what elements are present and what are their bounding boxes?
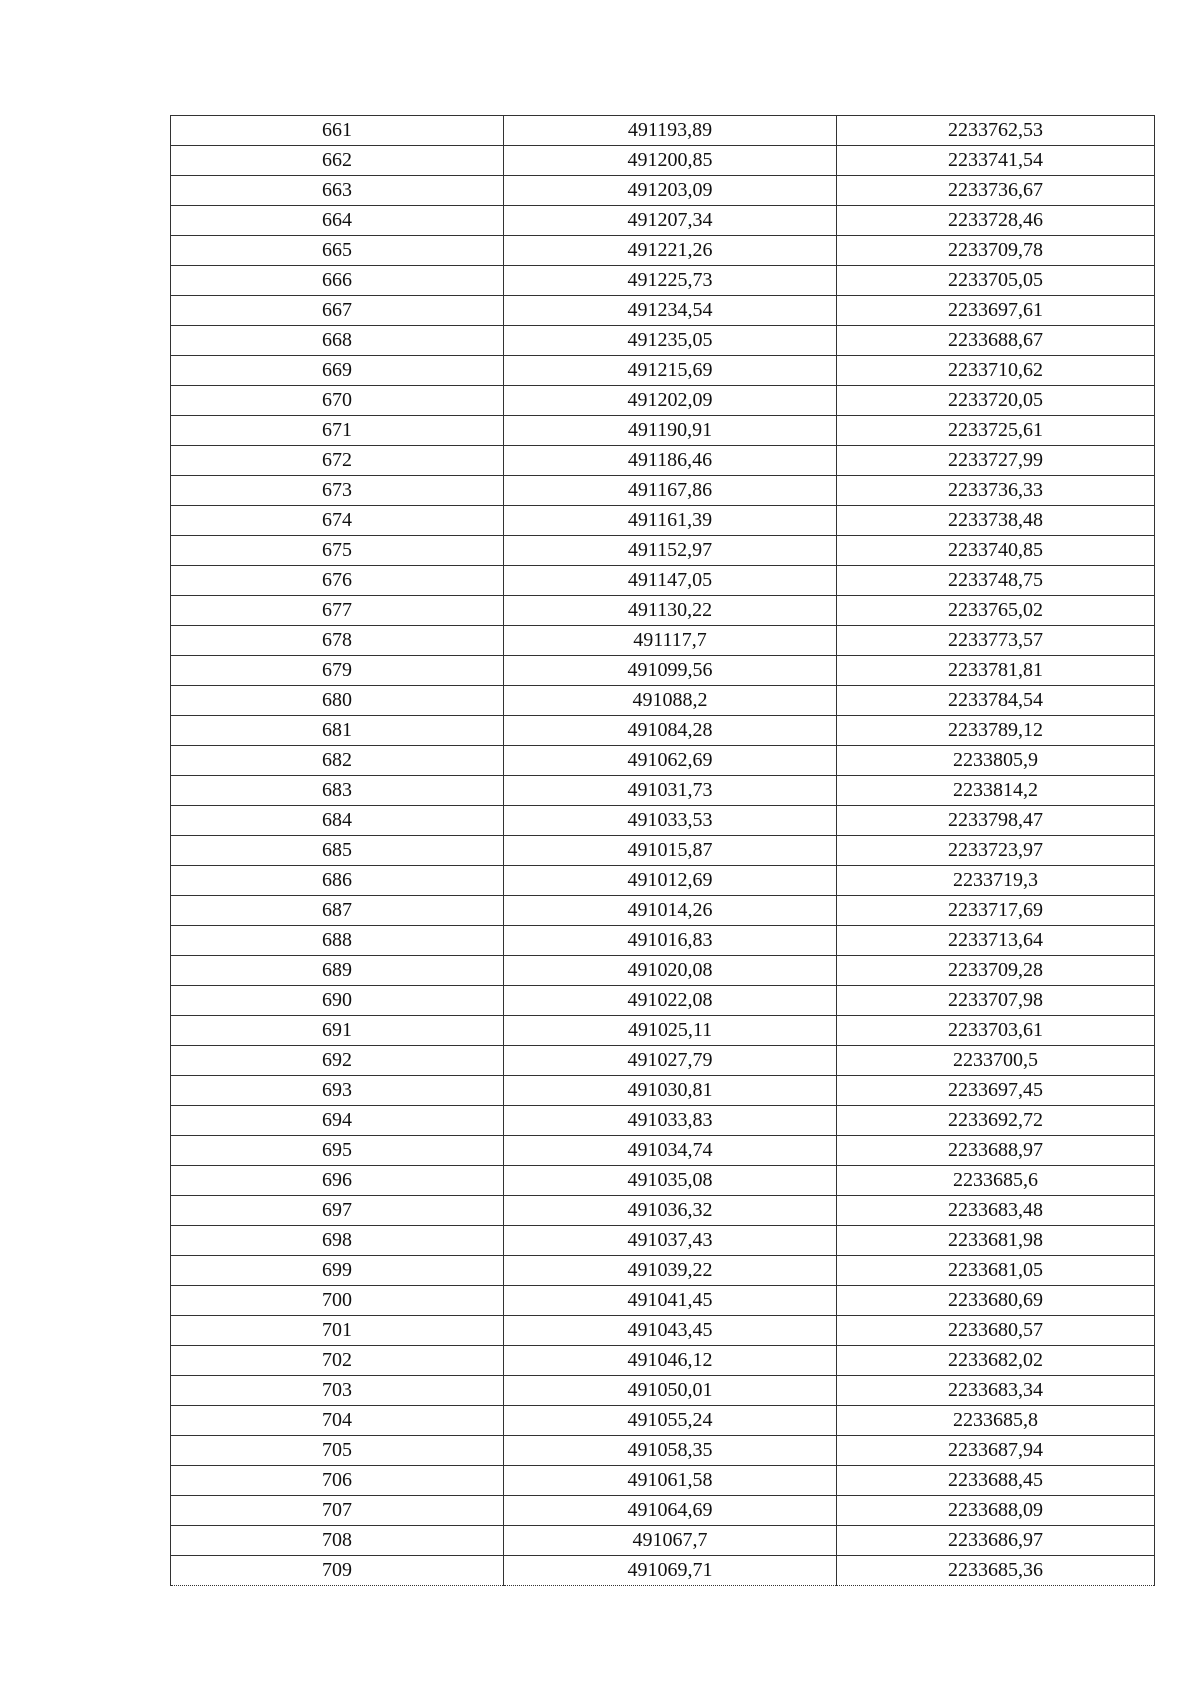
x-coordinate-cell: 491033,83 <box>504 1106 837 1136</box>
point-number-cell: 677 <box>171 596 504 626</box>
point-number-cell: 674 <box>171 506 504 536</box>
y-coordinate-cell: 2233789,12 <box>837 716 1155 746</box>
point-number-cell: 691 <box>171 1016 504 1046</box>
x-coordinate-cell: 491046,12 <box>504 1346 837 1376</box>
y-coordinate-cell: 2233707,98 <box>837 986 1155 1016</box>
y-coordinate-cell: 2233748,75 <box>837 566 1155 596</box>
x-coordinate-cell: 491207,34 <box>504 206 837 236</box>
point-number-cell: 666 <box>171 266 504 296</box>
x-coordinate-cell: 491186,46 <box>504 446 837 476</box>
y-coordinate-cell: 2233709,78 <box>837 236 1155 266</box>
table-row <box>171 1316 1155 1346</box>
x-coordinate-cell: 491147,05 <box>504 566 837 596</box>
point-number-cell: 676 <box>171 566 504 596</box>
y-coordinate-cell: 2233738,48 <box>837 506 1155 536</box>
x-coordinate-cell: 491167,86 <box>504 476 837 506</box>
table-row <box>171 1346 1155 1376</box>
x-coordinate-cell: 491235,05 <box>504 326 837 356</box>
x-coordinate-cell: 491130,22 <box>504 596 837 626</box>
y-coordinate-cell: 2233727,99 <box>837 446 1155 476</box>
x-coordinate-cell: 491161,39 <box>504 506 837 536</box>
y-coordinate-cell: 2233688,67 <box>837 326 1155 356</box>
table-row <box>171 1076 1155 1106</box>
x-coordinate-cell: 491050,01 <box>504 1376 837 1406</box>
y-coordinate-cell: 2233680,57 <box>837 1316 1155 1346</box>
point-number-cell: 688 <box>171 926 504 956</box>
y-coordinate-cell: 2233692,72 <box>837 1106 1155 1136</box>
x-coordinate-cell: 491034,74 <box>504 1136 837 1166</box>
table-row <box>171 686 1155 716</box>
point-number-cell: 669 <box>171 356 504 386</box>
x-coordinate-cell: 491117,7 <box>504 626 837 656</box>
x-coordinate-cell: 491043,45 <box>504 1316 837 1346</box>
y-coordinate-cell: 2233723,97 <box>837 836 1155 866</box>
point-number-cell: 690 <box>171 986 504 1016</box>
x-coordinate-cell: 491084,28 <box>504 716 837 746</box>
table-row <box>171 1016 1155 1046</box>
table-row <box>171 1286 1155 1316</box>
table-row <box>171 356 1155 386</box>
x-coordinate-cell: 491036,32 <box>504 1196 837 1226</box>
table-row <box>171 1136 1155 1166</box>
y-coordinate-cell: 2233705,05 <box>837 266 1155 296</box>
table-row <box>171 146 1155 176</box>
y-coordinate-cell: 2233688,45 <box>837 1466 1155 1496</box>
table-row <box>171 1436 1155 1466</box>
table-row <box>171 1166 1155 1196</box>
table-row <box>171 416 1155 446</box>
point-number-cell: 664 <box>171 206 504 236</box>
point-number-cell: 672 <box>171 446 504 476</box>
table-row <box>171 1526 1155 1556</box>
point-number-cell: 679 <box>171 656 504 686</box>
y-coordinate-cell: 2233683,48 <box>837 1196 1155 1226</box>
point-number-cell: 687 <box>171 896 504 926</box>
point-number-cell: 665 <box>171 236 504 266</box>
x-coordinate-cell: 491015,87 <box>504 836 837 866</box>
y-coordinate-cell: 2233740,85 <box>837 536 1155 566</box>
x-coordinate-cell: 491088,2 <box>504 686 837 716</box>
y-coordinate-cell: 2233697,61 <box>837 296 1155 326</box>
point-number-cell: 707 <box>171 1496 504 1526</box>
x-coordinate-cell: 491200,85 <box>504 146 837 176</box>
x-coordinate-cell: 491234,54 <box>504 296 837 326</box>
table-row <box>171 1406 1155 1436</box>
coordinates-table-body <box>171 116 1155 1586</box>
table-row <box>171 986 1155 1016</box>
table-row <box>171 746 1155 776</box>
point-number-cell: 684 <box>171 806 504 836</box>
y-coordinate-cell: 2233681,05 <box>837 1256 1155 1286</box>
point-number-cell: 680 <box>171 686 504 716</box>
table-row <box>171 596 1155 626</box>
table-row <box>171 506 1155 536</box>
point-number-cell: 709 <box>171 1556 504 1586</box>
point-number-cell: 693 <box>171 1076 504 1106</box>
x-coordinate-cell: 491012,69 <box>504 866 837 896</box>
y-coordinate-cell: 2233713,64 <box>837 926 1155 956</box>
y-coordinate-cell: 2233717,69 <box>837 896 1155 926</box>
x-coordinate-cell: 491016,83 <box>504 926 837 956</box>
x-coordinate-cell: 491225,73 <box>504 266 837 296</box>
y-coordinate-cell: 2233765,02 <box>837 596 1155 626</box>
y-coordinate-cell: 2233688,09 <box>837 1496 1155 1526</box>
y-coordinate-cell: 2233781,81 <box>837 656 1155 686</box>
y-coordinate-cell: 2233784,54 <box>837 686 1155 716</box>
y-coordinate-cell: 2233736,33 <box>837 476 1155 506</box>
table-row <box>171 1556 1155 1586</box>
x-coordinate-cell: 491099,56 <box>504 656 837 686</box>
table-row <box>171 1376 1155 1406</box>
y-coordinate-cell: 2233798,47 <box>837 806 1155 836</box>
y-coordinate-cell: 2233728,46 <box>837 206 1155 236</box>
x-coordinate-cell: 491020,08 <box>504 956 837 986</box>
table-row <box>171 896 1155 926</box>
x-coordinate-cell: 491027,79 <box>504 1046 837 1076</box>
point-number-cell: 668 <box>171 326 504 356</box>
table-row <box>171 566 1155 596</box>
y-coordinate-cell: 2233703,61 <box>837 1016 1155 1046</box>
table-row <box>171 296 1155 326</box>
y-coordinate-cell: 2233719,3 <box>837 866 1155 896</box>
point-number-cell: 667 <box>171 296 504 326</box>
point-number-cell: 702 <box>171 1346 504 1376</box>
table-row <box>171 956 1155 986</box>
x-coordinate-cell: 491058,35 <box>504 1436 837 1466</box>
y-coordinate-cell: 2233685,6 <box>837 1166 1155 1196</box>
x-coordinate-cell: 491022,08 <box>504 986 837 1016</box>
y-coordinate-cell: 2233687,94 <box>837 1436 1155 1466</box>
x-coordinate-cell: 491062,69 <box>504 746 837 776</box>
x-coordinate-cell: 491025,11 <box>504 1016 837 1046</box>
y-coordinate-cell: 2233741,54 <box>837 146 1155 176</box>
table-row <box>171 326 1155 356</box>
y-coordinate-cell: 2233709,28 <box>837 956 1155 986</box>
point-number-cell: 682 <box>171 746 504 776</box>
point-number-cell: 686 <box>171 866 504 896</box>
x-coordinate-cell: 491202,09 <box>504 386 837 416</box>
point-number-cell: 675 <box>171 536 504 566</box>
table-row <box>171 866 1155 896</box>
table-row <box>171 386 1155 416</box>
table-row <box>171 1046 1155 1076</box>
x-coordinate-cell: 491055,24 <box>504 1406 837 1436</box>
point-number-cell: 662 <box>171 146 504 176</box>
point-number-cell: 699 <box>171 1256 504 1286</box>
point-number-cell: 671 <box>171 416 504 446</box>
y-coordinate-cell: 2233700,5 <box>837 1046 1155 1076</box>
table-row <box>171 446 1155 476</box>
table-row <box>171 536 1155 566</box>
table-row <box>171 626 1155 656</box>
point-number-cell: 678 <box>171 626 504 656</box>
x-coordinate-cell: 491190,91 <box>504 416 837 446</box>
point-number-cell: 692 <box>171 1046 504 1076</box>
table-row <box>171 266 1155 296</box>
table-row <box>171 926 1155 956</box>
point-number-cell: 663 <box>171 176 504 206</box>
x-coordinate-cell: 491203,09 <box>504 176 837 206</box>
point-number-cell: 705 <box>171 1436 504 1466</box>
point-number-cell: 661 <box>171 116 504 146</box>
y-coordinate-cell: 2233682,02 <box>837 1346 1155 1376</box>
table-row <box>171 836 1155 866</box>
table-row <box>171 1466 1155 1496</box>
table-row <box>171 236 1155 266</box>
point-number-cell: 700 <box>171 1286 504 1316</box>
table-row <box>171 476 1155 506</box>
y-coordinate-cell: 2233686,97 <box>837 1526 1155 1556</box>
point-number-cell: 696 <box>171 1166 504 1196</box>
table-row <box>171 1196 1155 1226</box>
y-coordinate-cell: 2233725,61 <box>837 416 1155 446</box>
table-row <box>171 176 1155 206</box>
y-coordinate-cell: 2233697,45 <box>837 1076 1155 1106</box>
y-coordinate-cell: 2233762,53 <box>837 116 1155 146</box>
y-coordinate-cell: 2233720,05 <box>837 386 1155 416</box>
x-coordinate-cell: 491221,26 <box>504 236 837 266</box>
x-coordinate-cell: 491067,7 <box>504 1526 837 1556</box>
x-coordinate-cell: 491039,22 <box>504 1256 837 1286</box>
point-number-cell: 698 <box>171 1226 504 1256</box>
table-row <box>171 116 1155 146</box>
table-row <box>171 1496 1155 1526</box>
point-number-cell: 685 <box>171 836 504 866</box>
point-number-cell: 689 <box>171 956 504 986</box>
point-number-cell: 697 <box>171 1196 504 1226</box>
y-coordinate-cell: 2233683,34 <box>837 1376 1155 1406</box>
x-coordinate-cell: 491215,69 <box>504 356 837 386</box>
point-number-cell: 708 <box>171 1526 504 1556</box>
point-number-cell: 695 <box>171 1136 504 1166</box>
y-coordinate-cell: 2233681,98 <box>837 1226 1155 1256</box>
point-number-cell: 683 <box>171 776 504 806</box>
point-number-cell: 681 <box>171 716 504 746</box>
point-number-cell: 706 <box>171 1466 504 1496</box>
y-coordinate-cell: 2233736,67 <box>837 176 1155 206</box>
y-coordinate-cell: 2233680,69 <box>837 1286 1155 1316</box>
x-coordinate-cell: 491031,73 <box>504 776 837 806</box>
table-row <box>171 716 1155 746</box>
x-coordinate-cell: 491041,45 <box>504 1286 837 1316</box>
point-number-cell: 673 <box>171 476 504 506</box>
x-coordinate-cell: 491152,97 <box>504 536 837 566</box>
y-coordinate-cell: 2233685,36 <box>837 1556 1155 1586</box>
y-coordinate-cell: 2233688,97 <box>837 1136 1155 1166</box>
x-coordinate-cell: 491037,43 <box>504 1226 837 1256</box>
coordinates-table <box>170 115 1155 1586</box>
x-coordinate-cell: 491033,53 <box>504 806 837 836</box>
y-coordinate-cell: 2233814,2 <box>837 776 1155 806</box>
x-coordinate-cell: 491064,69 <box>504 1496 837 1526</box>
x-coordinate-cell: 491030,81 <box>504 1076 837 1106</box>
point-number-cell: 703 <box>171 1376 504 1406</box>
table-row <box>171 1106 1155 1136</box>
y-coordinate-cell: 2233710,62 <box>837 356 1155 386</box>
y-coordinate-cell: 2233773,57 <box>837 626 1155 656</box>
table-row <box>171 206 1155 236</box>
y-coordinate-cell: 2233685,8 <box>837 1406 1155 1436</box>
table-row <box>171 776 1155 806</box>
point-number-cell: 704 <box>171 1406 504 1436</box>
x-coordinate-cell: 491069,71 <box>504 1556 837 1586</box>
y-coordinate-cell: 2233805,9 <box>837 746 1155 776</box>
table-row <box>171 806 1155 836</box>
x-coordinate-cell: 491014,26 <box>504 896 837 926</box>
table-row <box>171 656 1155 686</box>
x-coordinate-cell: 491193,89 <box>504 116 837 146</box>
point-number-cell: 701 <box>171 1316 504 1346</box>
x-coordinate-cell: 491061,58 <box>504 1466 837 1496</box>
point-number-cell: 694 <box>171 1106 504 1136</box>
table-row <box>171 1256 1155 1286</box>
point-number-cell: 670 <box>171 386 504 416</box>
table-row <box>171 1226 1155 1256</box>
x-coordinate-cell: 491035,08 <box>504 1166 837 1196</box>
